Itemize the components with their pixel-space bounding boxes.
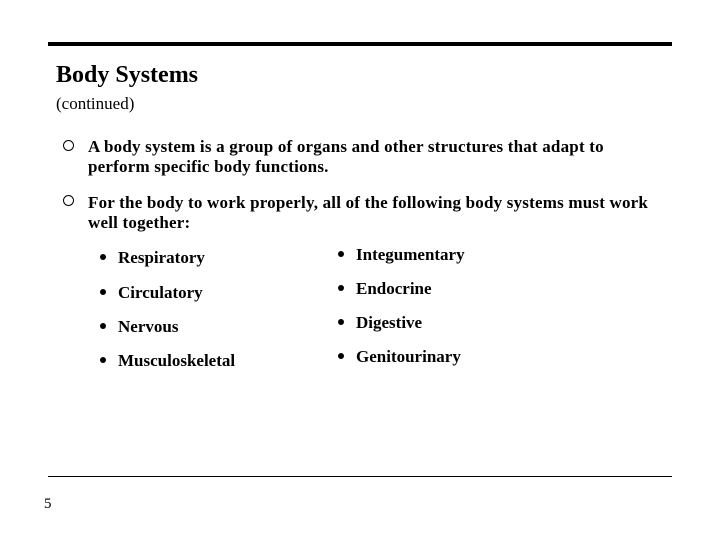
bullet-dot-icon [338, 319, 344, 325]
system-list-item [338, 347, 461, 367]
hollow-bullet-icon [63, 195, 74, 206]
system-label: Endocrine [356, 279, 432, 298]
slide-title: Body Systems [56, 62, 199, 88]
page-number: 5 [44, 496, 52, 512]
bullet-dot-icon [100, 323, 106, 329]
system-label: Integumentary [356, 245, 465, 264]
system-list-item [100, 317, 178, 337]
system-label: Digestive [356, 313, 423, 332]
bullet-dot-icon [338, 353, 344, 359]
system-label: Nervous [118, 317, 179, 336]
bullet-dot-icon [100, 289, 106, 295]
bullet-point-together: For the body to work properly, all of the following body systems must work well together: [88, 193, 649, 232]
system-label: Genitourinary [356, 347, 461, 366]
bullet-dot-icon [338, 251, 344, 257]
system-list-item [100, 248, 205, 268]
bullet-dot-icon [338, 285, 344, 291]
system-label: Respiratory [118, 248, 205, 267]
top-divider [48, 42, 672, 46]
bullet-dot-icon [100, 254, 106, 260]
bottom-divider [48, 476, 672, 477]
slide-subtitle: (continued) [56, 94, 135, 113]
system-list-item [338, 245, 465, 265]
system-list-item [100, 351, 235, 371]
system-list-item [338, 279, 432, 299]
system-label: Circulatory [118, 283, 203, 302]
system-list-item [338, 313, 422, 333]
system-list-item [100, 283, 203, 303]
hollow-bullet-icon [63, 140, 74, 151]
system-label: Musculoskeletal [118, 351, 236, 370]
bullet-dot-icon [100, 357, 106, 363]
bullet-point-definition: A body system is a group of organs and other structures that adapt to perform specific body functions. [88, 137, 604, 176]
